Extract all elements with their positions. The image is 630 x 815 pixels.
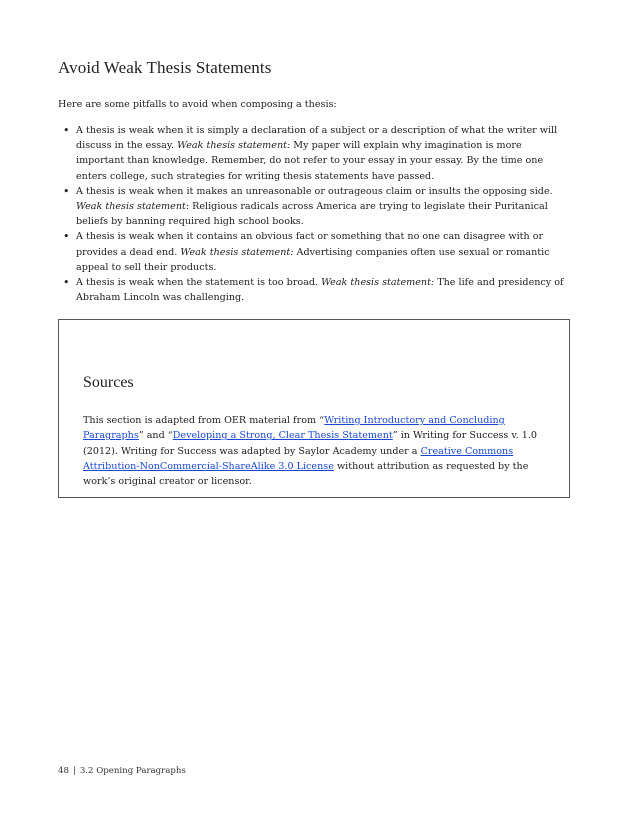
item-text: My paper will explain why imagination is more important than knowledge. Remember, do not refer to your essay in your essay. By the time one enters college, such strategies for writing thesis statements have passed. [76, 140, 544, 182]
bullet-icon: • [63, 184, 70, 198]
sources-title: Sources [83, 374, 134, 391]
page-number: 48 [58, 766, 69, 776]
bullet-icon: • [63, 230, 70, 244]
item-text: The life and presidency of Abraham Lincoln was challenging. [76, 277, 564, 304]
item-text: : Religious radicals across America are trying to legislate their Puritanical beliefs by banning required high school books. [76, 201, 548, 228]
item-emphasis: Weak thesis statement: [180, 246, 294, 258]
bullet-icon: • [63, 124, 70, 137]
pitfalls-list [58, 123, 566, 305]
sources-paragraph [83, 413, 553, 489]
sources-text: This section is adapted from OER material from “ [83, 415, 325, 426]
source-link-thesis-statement[interactable]: Developing a Strong, Clear Thesis Statement [172, 430, 393, 442]
item-text: Advertising companies often use sexual or romantic appeal to sell their products. [76, 246, 550, 273]
sources-text: ” and “ [138, 430, 173, 442]
sources-text: without attribution as requested by the work’s original creator or licensor. [83, 460, 529, 488]
item-text: A thesis is weak when it is simply a declaration of a subject or a description of what the writer will discuss in the essay. [76, 125, 558, 152]
intro-paragraph: Here are some pitfalls to avoid when composing a thesis: [58, 99, 337, 110]
list-item [58, 229, 566, 275]
list-item [58, 123, 566, 184]
footer-separator: | [72, 766, 76, 776]
license-link[interactable]: Creative Commons Attribution-NonCommercial-ShareAlike 3.0 License [83, 445, 514, 472]
page-footer [58, 766, 186, 776]
item-text: A thesis is weak when it contains an obvious fact or something that no one can disagree with or provides a dead end. [76, 231, 544, 258]
sources-text: ” in Writing for Success v. 1.0 (2012). Writing for Success was adapted by Saylor Academy under a [83, 430, 538, 457]
sources-box [58, 319, 570, 498]
item-emphasis: Weak thesis statement [76, 201, 186, 213]
section-heading: Avoid Weak Thesis Statements [58, 58, 272, 77]
item-text: A thesis is weak when it makes an unreasonable or outrageous claim or insults the opposing side. [76, 185, 553, 197]
footer-section: 3.2 Opening Paragraphs [79, 766, 186, 776]
list-item [58, 184, 566, 230]
source-link-intro-concluding[interactable]: Writing Introductory and Concluding Paragraphs [83, 415, 505, 442]
bullet-icon: • [63, 276, 70, 290]
item-emphasis: Weak thesis statement: [177, 140, 291, 152]
item-text: A thesis is weak when the statement is too broad. [76, 277, 322, 289]
list-item [58, 275, 566, 305]
item-emphasis: Weak thesis statement: [321, 277, 435, 289]
